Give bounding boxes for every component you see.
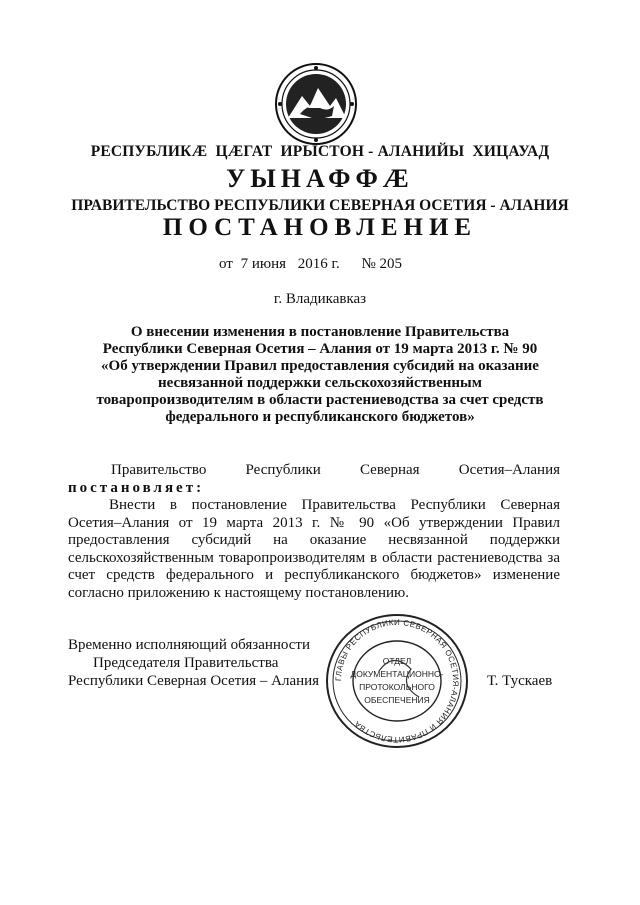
preamble-word: Осетия–Алания (458, 462, 560, 478)
preamble-word: Северная (359, 462, 420, 478)
date-value: 7 июня (240, 256, 287, 272)
body-paragraph: Внести в постановление Правительства Республики Северная Осетия–Алания от 19 марта 2013 г. № 90 «Об утверждении Правил предоставления субсидий на оказание несвязанной поддержки сельскохозяйственным товаропроизводителям в области растениеводства за счет средств федерального и республиканского бюджетов» изменение согласно приложению к настоящему постановлению. (68, 497, 560, 601)
header-ossetian-decree: УЫНАФФӔ (226, 164, 414, 193)
title-line: несвязанной поддержки сельскохозяйственным (158, 375, 482, 391)
title-line: федерального и республиканского бюджетов» (165, 409, 475, 425)
coat-of-arms-emblem (274, 62, 358, 146)
title-line: Республики Северная Осетия – Алания от 19 марта 2013 г. № 90 (102, 341, 538, 357)
stamp-center-line: ДОКУМЕНТАЦИОННО- (350, 669, 444, 679)
title-line: товаропроизводителям в области растениеводства за счет средств (96, 392, 544, 408)
date-year: 2016 г. (297, 256, 340, 272)
decree-number: № 205 (361, 256, 403, 272)
signatory-name: Т. Тускаев (487, 673, 553, 689)
decree-word: постановляет: (68, 479, 205, 496)
preamble-word: Республики (245, 462, 321, 478)
preamble (68, 462, 560, 497)
signatory-position-line1: Временно исполняющий обязанности (68, 637, 311, 653)
city-name: г. Владикавказ (273, 291, 367, 307)
date-prefix: от (219, 256, 233, 272)
date-line (219, 256, 402, 273)
header-government-name: ПРАВИТЕЛЬСТВО РЕСПУБЛИКИ СЕВЕРНАЯ ОСЕТИЯ - АЛАНИЯ (71, 197, 569, 214)
stamp-center-line: ОТДЕЛ (382, 656, 412, 666)
stamp-ring-text: ГЛАВЫ РЕСПУБЛИКИ СЕВЕРНАЯ ОСЕТИЯ-АЛАНИЯ И ПРАВИТЕЛЬСТВА (333, 617, 461, 745)
preamble-government-line (68, 462, 560, 480)
signatory-position-line2: Председателя Правительства (93, 655, 279, 671)
title-line: «Об утверждении Правил предоставления субсидий на оказание (101, 358, 539, 374)
signatory-position-line3: Республики Северная Осетия – Алания (68, 673, 320, 689)
title-line: О внесении изменения в постановление Правительства (130, 324, 510, 340)
preamble-word: Правительство (111, 462, 207, 478)
stamp-center-line: ОБЕСПЕЧЕНИЯ (364, 695, 430, 705)
document-title (40, 324, 600, 426)
official-stamp (323, 611, 471, 751)
stamp-center-line: ПРОТОКОЛЬНОГО (359, 682, 435, 692)
header-decree-title: ПОСТАНОВЛЕНИЕ (162, 214, 478, 241)
header-ossetian-government: РЕСПУБЛИКӔ ЦӔГАТ ИРЫСТОН - АЛАНИЙЫ ХИЦАУАД (90, 143, 550, 160)
